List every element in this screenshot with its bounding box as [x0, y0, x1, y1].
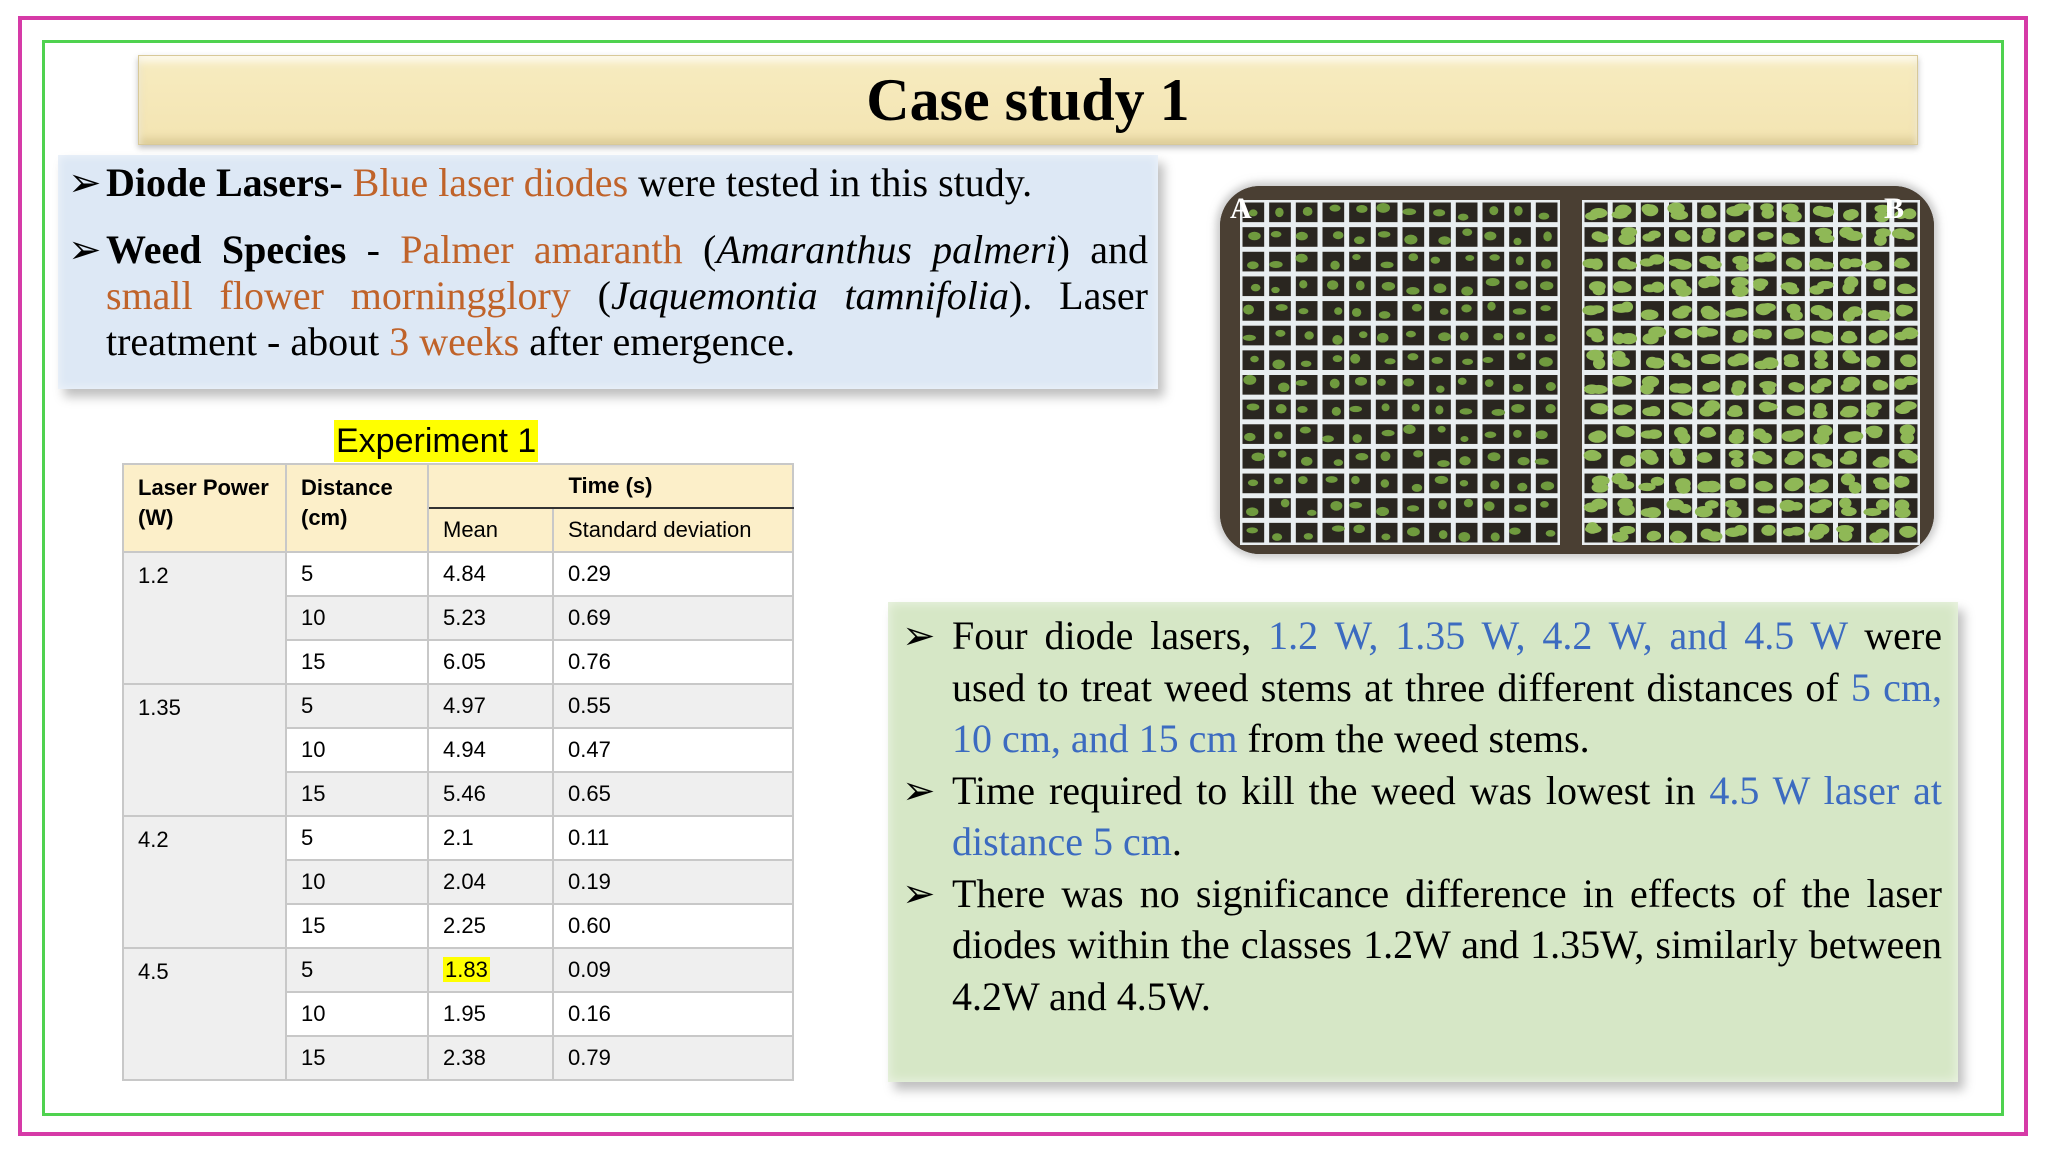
experiment-table [122, 463, 794, 1081]
tray-a [1240, 200, 1560, 545]
intro-lasers-rest: were tested in this study. [638, 160, 1033, 205]
cell-distance: 15 [286, 772, 428, 816]
finding-1-powers: 1.2 W, 1.35 W, 4.2 W, and 4.5 W [1268, 613, 1848, 658]
cell-standard-deviation: 0.29 [553, 552, 793, 596]
cell-standard-deviation: 0.79 [553, 1036, 793, 1080]
cell-distance: 15 [286, 1036, 428, 1080]
intro-species-2: small flower morningglory [106, 273, 571, 318]
header-standard-deviation: Standard deviation [553, 508, 793, 552]
title-banner [138, 55, 1918, 145]
cell-mean: 6.05 [428, 640, 553, 684]
cell-distance: 10 [286, 992, 428, 1036]
lowest-time-highlight: 1.83 [445, 957, 488, 982]
photo-label-a: A [1230, 192, 1252, 225]
cell-mean: 2.1 [428, 816, 553, 860]
table-row [123, 684, 793, 728]
header-distance: Distance (cm) [286, 464, 428, 552]
cell-distance: 5 [286, 816, 428, 860]
header-mean: Mean [428, 508, 553, 552]
weed-trays-photo [1220, 186, 1934, 554]
arrow-bullet-icon: ➢ [68, 227, 102, 272]
findings-list [902, 610, 1942, 1022]
cell-laser-power: 1.2 [123, 552, 286, 684]
cell-laser-power: 4.2 [123, 816, 286, 948]
finding-1-mid: were used to treat weed stems at three different distances of [952, 613, 1943, 710]
cell-standard-deviation: 0.11 [553, 816, 793, 860]
seedling-trays-image [1220, 186, 1934, 554]
cell-distance: 5 [286, 948, 428, 992]
finding-1-post: from the weed stems. [1247, 716, 1590, 761]
intro-bullet-species: ➢ Weed Species - Palmer amaranth (Amaranthus palmeri) and small flower morningglory (Jaquemontia tamnifolia). Laser treatment - about 3 weeks after emergence. [68, 227, 1149, 364]
cell-distance: 5 [286, 684, 428, 728]
finding-2-pre: Time required to kill the weed was lowest in [952, 767, 1696, 813]
finding-item-2 [902, 765, 1942, 868]
cell-standard-deviation: 0.76 [553, 640, 793, 684]
finding-1-distances: 5 cm, 10 cm, and 15 cm [952, 664, 1942, 761]
arrow-bullet-icon: ➢ [902, 767, 936, 813]
intro-species-2-scientific: Jaquemontia tamnifolia [611, 273, 1009, 318]
cell-distance: 5 [286, 552, 428, 596]
cell-distance: 10 [286, 860, 428, 904]
finding-2-highlight: 4.5 W laser at distance 5 cm [952, 767, 1942, 864]
cell-mean [428, 948, 553, 992]
arrow-bullet-icon: ➢ [902, 870, 936, 916]
tray-b [1582, 200, 1920, 545]
cell-standard-deviation: 0.60 [553, 904, 793, 948]
cell-standard-deviation: 0.09 [553, 948, 793, 992]
cell-standard-deviation: 0.47 [553, 728, 793, 772]
intro-box [58, 155, 1158, 389]
header-laser-power: Laser Power (W) [123, 464, 286, 552]
intro-treatment-prefix: Laser treatment - about [106, 273, 1148, 364]
intro-lasers-highlight: Blue laser diodes [352, 160, 629, 205]
cell-distance: 10 [286, 596, 428, 640]
table-row [123, 816, 793, 860]
cell-mean: 5.23 [428, 596, 553, 640]
photo-label-b: B [1883, 192, 1904, 225]
cell-standard-deviation: 0.69 [553, 596, 793, 640]
intro-treatment-weeks: 3 weeks [389, 319, 520, 364]
cell-mean: 5.46 [428, 772, 553, 816]
intro-species-1-scientific: Amaranthus palmeri [716, 227, 1057, 272]
cell-laser-power: 1.35 [123, 684, 286, 816]
finding-1-pre: Four diode lasers, [952, 613, 1252, 658]
cell-distance: 10 [286, 728, 428, 772]
cell-mean: 4.94 [428, 728, 553, 772]
intro-species-1: Palmer amaranth [400, 227, 683, 272]
cell-distance: 15 [286, 640, 428, 684]
intro-species-and: and [1090, 227, 1149, 272]
cell-standard-deviation: 0.16 [553, 992, 793, 1036]
cell-standard-deviation: 0.65 [553, 772, 793, 816]
intro-species-heading: Weed Species [106, 227, 347, 272]
experiment-label: Experiment 1 [336, 422, 537, 460]
finding-item-3 [902, 868, 1942, 1023]
finding-item-1 [902, 610, 1942, 765]
cell-standard-deviation: 0.55 [553, 684, 793, 728]
arrow-bullet-icon: ➢ [902, 613, 936, 658]
finding-3-text: There was no significance difference in effects of the laser diodes within the classes 1.2W and 1.35W, similarly between 4.2W and 4.5W. [952, 870, 1942, 1019]
intro-species-dash: - [366, 227, 380, 272]
intro-bullet-lasers [68, 160, 1032, 206]
table-row [123, 552, 793, 596]
cell-mean: 1.95 [428, 992, 553, 1036]
cell-mean: 2.25 [428, 904, 553, 948]
intro-lasers-heading: Diode Lasers- [106, 160, 343, 205]
cell-mean: 4.97 [428, 684, 553, 728]
table-row [123, 948, 793, 992]
cell-mean: 2.04 [428, 860, 553, 904]
cell-mean: 4.84 [428, 552, 553, 596]
header-time: Time (s) [428, 464, 793, 508]
findings-box [888, 602, 1958, 1082]
cell-distance: 15 [286, 904, 428, 948]
finding-2-post: . [1171, 819, 1182, 864]
arrow-bullet-icon: ➢ [68, 160, 102, 205]
slide-title: Case study 1 [866, 66, 1190, 133]
cell-laser-power: 4.5 [123, 948, 286, 1080]
intro-treatment-suffix: after emergence. [529, 319, 795, 364]
cell-mean: 2.38 [428, 1036, 553, 1080]
cell-standard-deviation: 0.19 [553, 860, 793, 904]
